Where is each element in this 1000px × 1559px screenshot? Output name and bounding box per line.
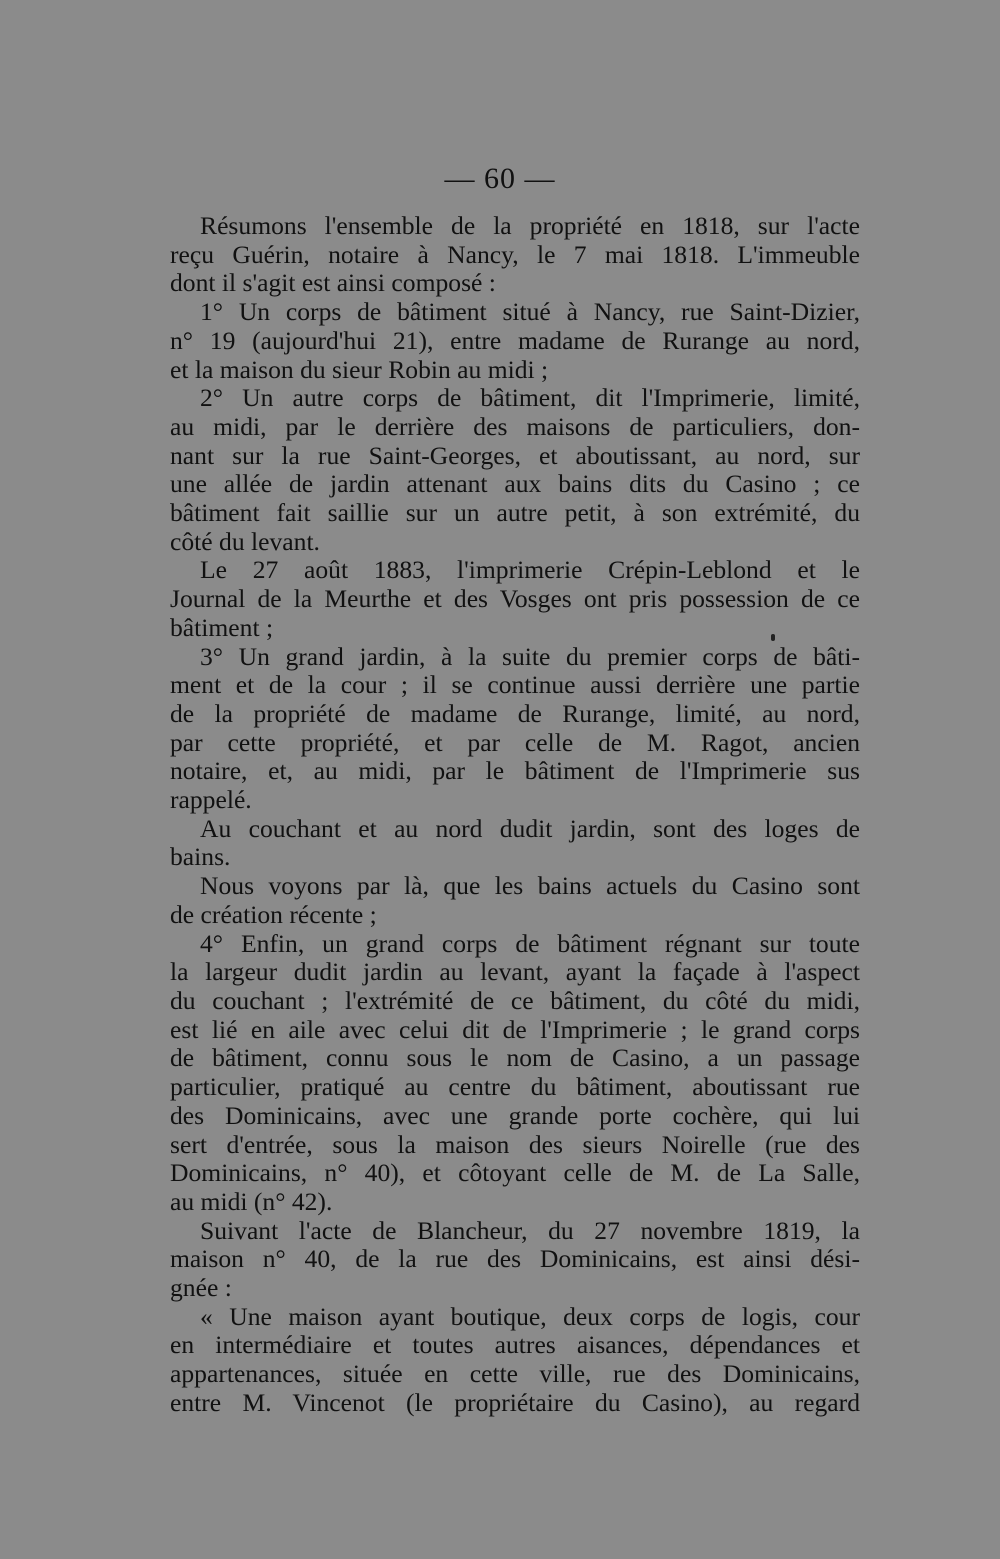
text-line: Résumons l'ensemble de la propriété en 1818, sur l'acte	[200, 211, 860, 240]
paragraph	[170, 1303, 860, 1418]
text-line: gnée :	[170, 1273, 232, 1303]
text-line: notaire, et, au midi, par le bâtiment de l'Imprimerie sus	[170, 756, 860, 786]
text-line: bâtiment fait saillie sur un autre petit, à son extrémité, du	[170, 498, 860, 528]
text-line: une allée de jardin attenant aux bains dits du Casino ; ce	[170, 469, 860, 499]
paragraph	[170, 643, 860, 815]
text-line: Suivant l'acte de Blancheur, du 27 novembre 1819, la	[200, 1215, 860, 1245]
ink-speck	[771, 634, 775, 641]
text-line: rappelé.	[170, 785, 252, 815]
paragraph	[170, 298, 860, 384]
text-line: de création récente ;	[170, 899, 377, 929]
text-line: de bâtiment, connu sous le nom de Casino, a un passage	[170, 1043, 860, 1073]
paragraph	[170, 1217, 860, 1303]
body-text	[170, 212, 860, 1418]
text-line: côté du levant.	[170, 526, 320, 556]
paragraph	[170, 556, 860, 642]
text-line: « Une maison ayant boutique, deux corps de logis, cour	[200, 1301, 860, 1331]
text-line: de la propriété de madame de Rurange, limité, au nord,	[170, 698, 860, 728]
text-line: est lié en aile avec celui dit de l'Imprimerie ; le grand corps	[170, 1014, 860, 1044]
paragraph	[170, 872, 860, 929]
paragraph	[170, 930, 860, 1217]
text-line: du couchant ; l'extrémité de ce bâtiment, du côté du midi,	[170, 985, 860, 1015]
text-line: entre M. Vincenot (le propriétaire du Casino), au regard	[170, 1387, 860, 1417]
text-line: Dominicains, n° 40), et côtoyant celle de M. de La Salle,	[170, 1158, 860, 1188]
text-line: reçu Guérin, notaire à Nancy, le 7 mai 1818. L'immeuble	[170, 239, 860, 269]
page-number: — 60 —	[444, 162, 556, 195]
text-line: maison n° 40, de la rue des Dominicains, est ainsi dési-	[170, 1244, 860, 1274]
paragraph	[170, 384, 860, 556]
text-line: Le 27 août 1883, l'imprimerie Crépin-Leblond et le	[200, 555, 860, 585]
text-line: et la maison du sieur Robin au midi ;	[170, 354, 549, 384]
text-line: 2° Un autre corps de bâtiment, dit l'Imprimerie, limité,	[200, 383, 860, 413]
paragraph	[170, 212, 860, 298]
text-line: n° 19 (aujourd'hui 21), entre madame de Rurange au nord,	[170, 325, 860, 355]
text-line: 1° Un corps de bâtiment situé à Nancy, rue Saint-Dizier,	[200, 297, 860, 327]
text-line: Au couchant et au nord dudit jardin, sont des loges de	[200, 813, 860, 843]
text-line: au midi, par le derrière des maisons de particuliers, don-	[170, 411, 860, 441]
text-line: dont il s'agit est ainsi composé :	[170, 268, 496, 298]
text-line: par cette propriété, et par celle de M. Ragot, ancien	[170, 727, 860, 757]
text-line: nant sur la rue Saint-Georges, et aboutissant, au nord, sur	[170, 440, 860, 470]
text-line: au midi (n° 42).	[170, 1186, 333, 1216]
text-line: sert d'entrée, sous la maison des sieurs Noirelle (rue des	[170, 1129, 860, 1159]
text-line: des Dominicains, avec une grande porte cochère, qui lui	[170, 1100, 860, 1130]
text-line: appartenances, située en cette ville, rue des Dominicains,	[170, 1359, 860, 1389]
text-line: ment et de la cour ; il se continue aussi derrière une partie	[170, 670, 860, 700]
text-line: bains.	[170, 842, 231, 872]
text-line: en intermédiaire et toutes autres aisances, dépendances et	[170, 1330, 860, 1360]
text-line: la largeur dudit jardin au levant, ayant la façade à l'aspect	[170, 957, 860, 987]
text-line: particulier, pratiqué au centre du bâtiment, aboutissant rue	[170, 1072, 860, 1102]
text-line: Nous voyons par là, que les bains actuels du Casino sont	[200, 871, 860, 901]
text-line: 3° Un grand jardin, à la suite du premier corps de bâti-	[200, 641, 860, 671]
text-line: bâtiment ;	[170, 612, 274, 642]
text-line: 4° Enfin, un grand corps de bâtiment régnant sur toute	[200, 928, 860, 958]
paragraph	[170, 815, 860, 872]
text-line: Journal de la Meurthe et des Vosges ont pris possession de ce	[170, 584, 860, 614]
